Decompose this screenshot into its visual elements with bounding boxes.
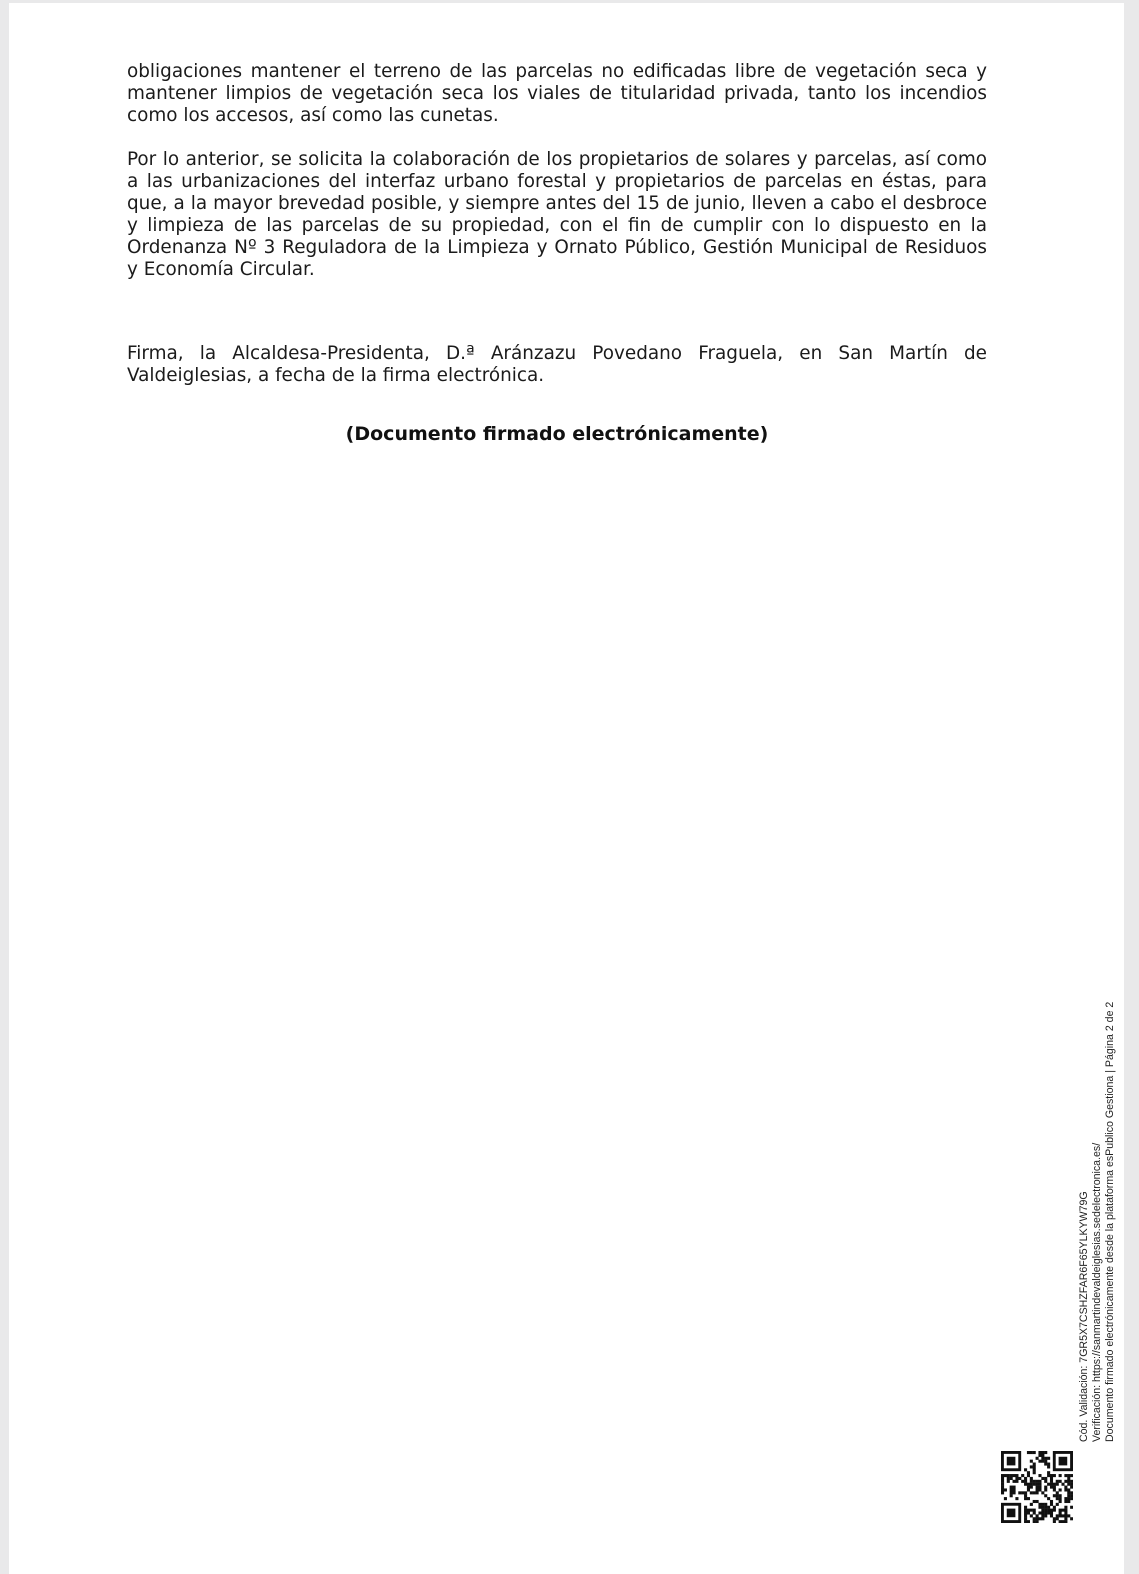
document-body: [127, 61, 987, 445]
validation-sidebar: [1078, 1002, 1117, 1442]
qr-code-icon: [1001, 1451, 1073, 1523]
verification-url: Verificación: https://sanmartindevaldeiglesias.sedelectronica.es/: [1091, 1142, 1103, 1442]
paragraph-obligations: obligaciones mantener el terreno de las parcelas no edificadas libre de vegetación seca y mantener limpios de vegetación seca los viales de titularidad privada, tanto los incendios como los accesos, así como las cunetas.: [127, 61, 987, 126]
qr-code-graphic: [1001, 1451, 1073, 1523]
document-page: [9, 3, 1124, 1574]
platform-note: Documento firmado electrónicamente desde la plataforma esPublico Gestiona | Página 2 de 2: [1104, 1001, 1116, 1442]
electronic-signature-note: (Documento firmado electrónicamente): [345, 423, 769, 445]
paragraph-request: Por lo anterior, se solicita la colaboración de los propietarios de solares y parcelas, así como a las urbanizaciones del interfaz urbano forestal y propietarios de parcelas en éstas, para que, a la mayor brevedad posible, y siempre antes del 15 de junio, lleven a cabo el desbroce y limpieza de las parcelas de su propiedad, con el fin de cumplir con lo dispuesto en la Ordenanza Nº 3 Reguladora de la Limpieza y Ornato Público, Gestión Municipal de Residuos y Economía Circular.: [127, 149, 987, 280]
signature-paragraph: Firma, la Alcaldesa-Presidenta, D.ª Aránzazu Povedano Fraguela, en San Martín de Valdeiglesias, a fecha de la firma electrónica.: [127, 343, 987, 386]
validation-code: Cód. Validación: 7GR5X7CSHZFAR6F65YLKYW79G: [1078, 1191, 1090, 1442]
